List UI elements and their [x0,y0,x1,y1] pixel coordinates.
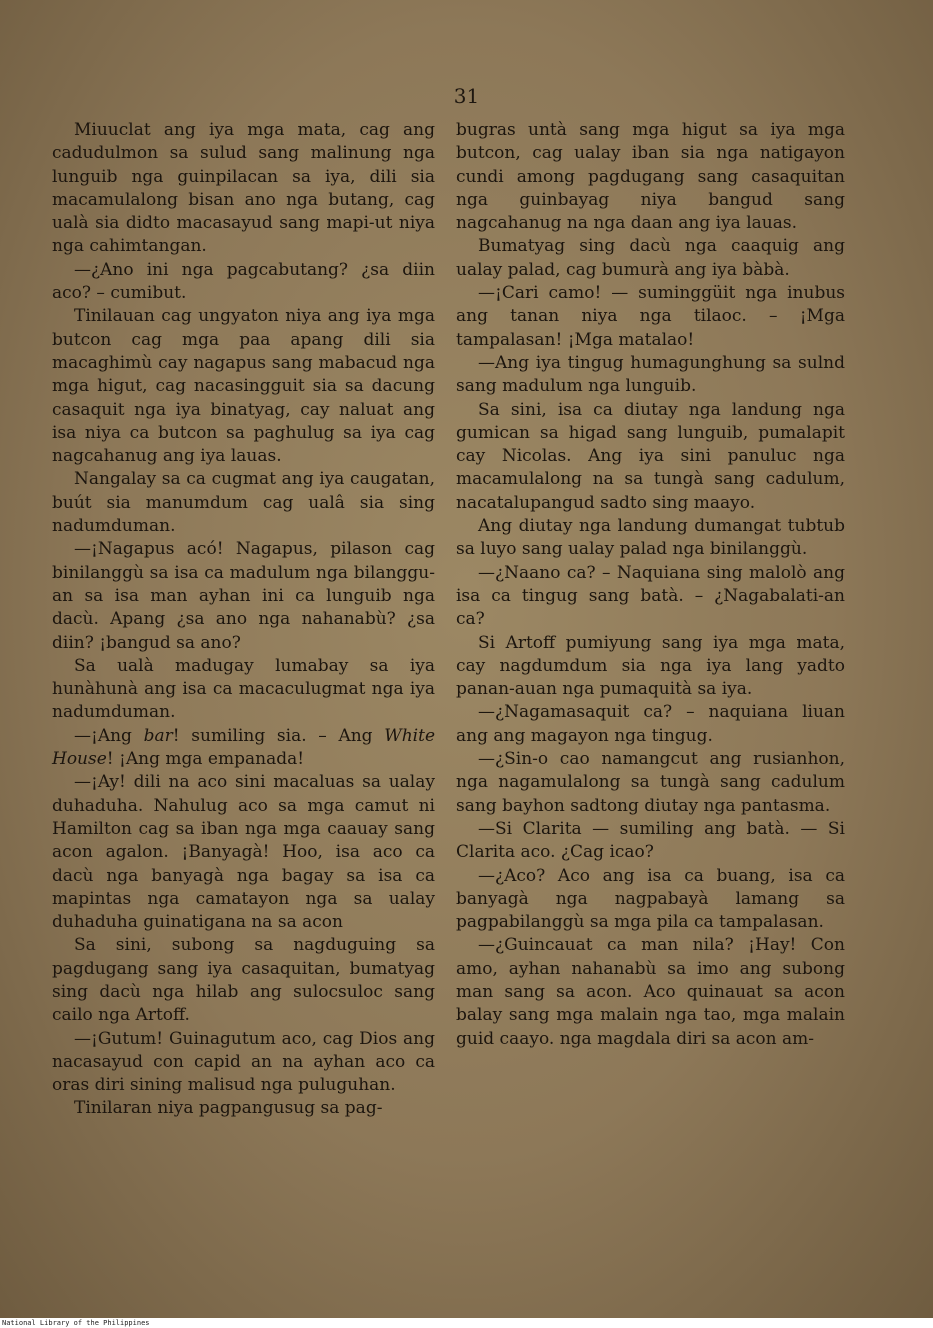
paragraph: Miuuclat ang iya mga mata, cag ang cadudulmon sa sulud sang malinung nga lunguib nga guinpilacan sa iya, dili sia macamulalong bisan ano nga butang, cag ualà sia didto macasayud sang mapi-ut niya nga cahimtangan. [52,120,435,257]
paragraph: —¿Ano ini nga pagcabutang? ¿sa diin aco? – cumibut. [52,259,435,304]
paragraph: —¿Sin-o cao namangcut ang rusianhon, nga nagamulalong sa tungà sang cadulum sang bayhon sadtong diutay nga pantasma. [456,749,845,816]
page-number: 31 [453,84,480,108]
library-credit: National Library of the Philippines [2,1319,150,1327]
left-text-column [52,119,435,1121]
paragraph: Nangalay sa ca cugmat ang iya caugatan, buút sia manumdum cag ualâ sia sing nadumduman. [52,469,435,537]
paragraph: Tinilauan cag ungyaton niya ang iya mga butcon cag mga paa apang dili sia macaghimù cay nagapus sang mabacud nga mga higut, cag nacasingguit sia sa dacung casaquit nga iya binatyag, cay naluat ang isa niya ca butcon sa paghulug sa iya cag nagcahanug ang iya lauas. [52,306,435,467]
paragraph: —¡Gutum! Guinagutum aco, cag Dios ang nacasayud con capid an na ayhan aco ca oras diri sining malisud nga puluguhan. [52,1028,435,1096]
paragraph: —¿Naano ca? – Naquiana sing malolò ang isa ca tingug sang batà. – ¿Nagabalati-an ca? [456,562,845,630]
paragraph: —Ang iya tingug humagunghung sa sulnd sang madulum nga lunguib. [456,352,845,397]
paragraph: —¡Nagapus acó! Nagapus, pilason cag binilanggù sa isa ca madulum nga bilanggu-an sa isa man ayhan ini ca lunguib nga dacù. Apang ¿sa ano nga nahanabù? ¿sa diin? ¡bangud sa ano? [52,539,435,653]
paragraph: Bumatyag sing dacù nga caaquig ang ualay palad, cag bumurà ang iya bàbà. [456,236,845,280]
paragraph: Si Artoff pumiyung sang iya mga mata, cay nagdumdum sia nga iya lang yadto panan-auan nga pumaquità sa iya. [456,632,845,700]
paragraph: —Si Clarita — sumiling ang batà. — Si Clarita aco. ¿Cag icao? [456,818,845,863]
paragraph: Sa ualà madugay lumabay sa iya hunàhunà ang isa ca macaculugmat nga iya nadumduman. [52,655,435,723]
paragraph: —¡Ay! dili na aco sini macaluas sa ualay duhaduha. Nahulug aco sa mga camut ni Hamilton cag sa iban nga mga caauay sang acon agalon. ¡Banyagà! Hoo, isa aco ca dacù nga banyagà nga bagay sa isa ca mapintas nga camatayon nga sa ualay duhaduha guinatigana na sa acon [52,772,435,933]
text-run: ! ¡Ang mga empanada! [106,749,305,770]
italic-run: White House [52,725,436,770]
italic-run: bar [143,725,173,746]
paragraph: Ang diutay nga landung dumangat tubtub sa luyo sang ualay palad nga binilanggù. [456,516,845,560]
paragraph: —¿Guincauat ca man nila? ¡Hay! Con amo, ayhan nahanabù sa imo ang subong man sang sa acon. Aco quinauat sa acon balay sang mga malain nga tao, mga malain guid caayo. nga magdala diri sa acon am- [456,935,845,1049]
text-run: —¡Ang [74,725,144,746]
paragraph: bugras untà sang mga higut sa iya mga butcon, cag ualay iban sia nga natigayon cundi among pagdugang sang casaquitan nga guinbayag niya bangud sang nagcahanug na nga daan ang iya lauas. [456,120,845,234]
paragraph: Sa sini, isa ca diutay nga landung nga gumican sa higad sang lunguib, pumalapit cay Nicolas. Ang iya sini panuluc nga macamulalong na sa tungà sang cadulum, nacatalupangud sadto sing maayo. [456,399,845,513]
paragraph: —¡Cari camo! — suminggüit nga inubus ang tanan niya nga tilaoc. – ¡Mga tampalasan! ¡Mga matalao! [456,283,845,350]
paragraph: Tinilaran niya pagpangusug sa pag- [74,1098,383,1119]
paragraph: —¿Nagamasaquit ca? – naquiana liuan ang ang magayon nga tingug. [456,702,845,746]
text-run: ! sumiling sia. – Ang [172,725,385,746]
paragraph: —¿Aco? Aco ang isa ca buang, isa ca banyagà nga nagpabayà lamang sa pagpabilanggù sa mga pila ca tampalasan. [456,865,845,933]
paragraph: Sa sini, subong sa nagduguing sa pagdugang sang iya casaquitan, bumatyag sing dacù nga hilab ang sulocsuloc sang cailo nga Artoff. [52,935,435,1026]
right-text-column [456,119,845,1051]
paragraph [52,725,435,772]
